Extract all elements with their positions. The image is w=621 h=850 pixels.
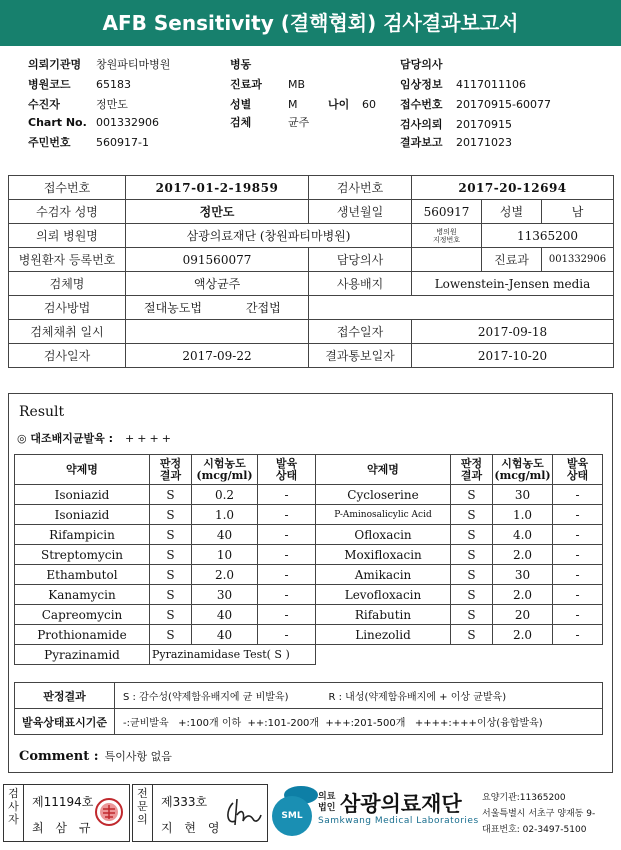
specialist-label (133, 785, 153, 841)
received-label: 접수일자 (309, 320, 412, 344)
result-left: S (150, 625, 192, 645)
birth-label: 생년월일 (309, 200, 412, 224)
drug-name-left: Rifampicin (15, 525, 150, 545)
table-row (15, 625, 603, 645)
growth-left: - (258, 565, 316, 585)
birth-value: 560917 (412, 200, 482, 224)
hospital-id-label (412, 224, 482, 248)
col-drug-left: 약제명 (15, 455, 150, 485)
judge-criteria-value (115, 683, 603, 709)
table-row (15, 605, 603, 625)
reviewer-seal-icon (94, 797, 124, 827)
concentration-left: 40 (192, 625, 258, 645)
doctor-value (412, 248, 482, 272)
drug-name-left: Capreomycin (15, 605, 150, 625)
result-left: S (150, 585, 192, 605)
concentration-left: 2.0 (192, 565, 258, 585)
growth-right: - (553, 565, 603, 585)
growth-left: - (258, 585, 316, 605)
col-judge-1: 판정 (159, 456, 182, 470)
specialist-license-no: 제333호 (161, 795, 208, 809)
test-no-value: 2017-20-12694 (412, 176, 614, 200)
result-right: S (451, 485, 493, 505)
result-left: S (150, 545, 192, 565)
col-judge-1: 판정 (460, 456, 483, 470)
collect-value (126, 320, 309, 344)
table-row (9, 320, 614, 344)
col-growth-2: 상태 (275, 468, 298, 482)
method-1: 절대농도법 (144, 301, 202, 315)
drug-name-left: Ethambutol (15, 565, 150, 585)
reviewer-label-text: 검사자 (8, 787, 19, 826)
concentration-right: 2.0 (493, 625, 553, 645)
drug-name-right: Levofloxacin (316, 585, 451, 605)
reviewer-name: 최 삼 규 (32, 821, 95, 835)
table-row (15, 709, 603, 735)
drug-name-right: Rifabutin (316, 605, 451, 625)
method-2: 간접법 (245, 301, 281, 315)
table-row (15, 545, 603, 565)
concentration-left: 40 (192, 605, 258, 625)
concentration-left: 30 (192, 585, 258, 605)
drug-name-left: Isoniazid (15, 485, 150, 505)
growth-criteria-label: 발육상태표시기준 (15, 709, 115, 735)
pyrazinamid-label: Pyrazinamid (15, 645, 150, 665)
growth-left: - (258, 605, 316, 625)
col-growth-1: 발육 (566, 456, 589, 470)
drug-name-left: Streptomycin (15, 545, 150, 565)
drug-name-left: Kanamycin (15, 585, 150, 605)
concentration-right: 30 (493, 485, 553, 505)
col-growth-right (553, 455, 603, 485)
growth-left: - (258, 485, 316, 505)
report-date-value: 2017-10-20 (412, 344, 614, 368)
concentration-right: 1.0 (493, 505, 553, 525)
header-department: 진료과 MB (230, 78, 306, 91)
col-growth-1: 발육 (275, 456, 298, 470)
hospital-id-value: 11365200 (482, 224, 614, 248)
reviewer-signature (3, 784, 130, 842)
table-row (9, 200, 614, 224)
growth-right: - (553, 605, 603, 625)
col-growth-left (258, 455, 316, 485)
table-row (9, 344, 614, 368)
doctor-label: 담당의사 (309, 248, 412, 272)
drug-name-right: Cycloserine (316, 485, 451, 505)
table-row (9, 296, 614, 320)
growth-left: - (258, 545, 316, 565)
growth-criteria-value: -:균비발육 +:100개 이하 ++:101-200개 +++:201-500개 ++++:+++이상(융합발육) (115, 709, 603, 735)
header-specimen: 검체 균주 (230, 116, 310, 129)
growth-left: - (258, 505, 316, 525)
reviewer-label (4, 785, 24, 841)
concentration-right: 2.0 (493, 585, 553, 605)
received-value: 2017-09-18 (412, 320, 614, 344)
result-left: S (150, 525, 192, 545)
judge-s: S : 감수성(약제함유배지에 균 비발육) (123, 692, 289, 703)
growth-left: - (258, 525, 316, 545)
medium-value: Lowenstein-Jensen media (412, 272, 614, 296)
control-culture-value: ++++ (125, 432, 174, 445)
receipt-no-value: 2017-01-2-19859 (126, 176, 309, 200)
test-no-label: 검사번호 (309, 176, 412, 200)
header-sex: 성별 M 나이 60 (230, 98, 376, 111)
result-left: S (150, 485, 192, 505)
result-right: S (451, 565, 493, 585)
header-chart-no: Chart No. 001332906 (28, 116, 159, 129)
result-right: S (451, 585, 493, 605)
sex-label: 성별 (482, 200, 542, 224)
method-empty (309, 296, 614, 320)
concentration-left: 0.2 (192, 485, 258, 505)
specialist-label-text: 전문의 (137, 787, 148, 826)
brand-address: 서울특별시 서초구 양재동 9- (482, 809, 596, 819)
sml-logo-icon: SML (272, 796, 312, 836)
report-date-label: 결과통보일자 (309, 344, 412, 368)
drug-name-right: Moxifloxacin (316, 545, 451, 565)
drug-sensitivity-table (14, 454, 603, 665)
result-left: S (150, 505, 192, 525)
col-drug-right: 약제명 (316, 455, 451, 485)
col-conc-left (192, 455, 258, 485)
name-value: 정만도 (126, 200, 309, 224)
receipt-no-label: 접수번호 (9, 176, 126, 200)
dept-label: 진료과 (482, 248, 542, 272)
reg-no-label: 병원환자 등록번호 (9, 248, 126, 272)
report-title: AFB Sensitivity (결핵협회) 검사결과보고서 (0, 0, 621, 46)
header-patient: 수진자 정만도 (28, 98, 128, 111)
col-conc-1: 시험농도 (501, 456, 544, 470)
interpretation-table (14, 682, 603, 735)
control-culture (17, 430, 174, 446)
judge-r: R : 내성(약제함유배지에 + 이상 균발육) (328, 692, 507, 703)
specialist-name: 지 현 영 (161, 821, 224, 835)
header-hospital-code: 병원코드 65183 (28, 78, 131, 91)
table-header-row (15, 455, 603, 485)
drug-name-left: Prothionamide (15, 625, 150, 645)
specimen-value: 액상균주 (126, 272, 309, 296)
growth-right: - (553, 485, 603, 505)
comment-text: 특이사항 없음 (104, 750, 172, 763)
brand-logo (270, 784, 621, 842)
judge-criteria-label: 판정결과 (15, 683, 115, 709)
reviewer-license-no: 제11194호 (32, 795, 94, 809)
result-section (8, 393, 613, 773)
table-row (15, 525, 603, 545)
brand-corp-label (318, 792, 335, 814)
header-clinical-info: 임상정보 4117011106 (400, 78, 526, 91)
table-row (15, 505, 603, 525)
growth-right: - (553, 505, 603, 525)
specimen-label: 검체명 (9, 272, 126, 296)
report-footer (0, 784, 621, 846)
pyrazinamid-value: Pyrazinamidase Test( S ) (150, 645, 316, 665)
table-row (15, 683, 603, 709)
table-row (15, 485, 603, 505)
drug-name-right: Amikacin (316, 565, 451, 585)
header-resident-no: 주민번호 560917-1 (28, 136, 149, 149)
growth-right: - (553, 525, 603, 545)
method-label: 검사방법 (9, 296, 126, 320)
drug-name-right: P-Aminosalicylic Acid (316, 505, 451, 525)
concentration-right: 2.0 (493, 545, 553, 565)
result-right: S (451, 545, 493, 565)
hospital-label: 의뢰 병원명 (9, 224, 126, 248)
brand-corp-text: 의료 법인 (318, 792, 336, 813)
sex-value: 남 (542, 200, 614, 224)
hospital-value: 삼광의료재단 (창원파티마병원) (126, 224, 412, 248)
drug-name-right: Linezolid (316, 625, 451, 645)
dept-value: 001332906 (542, 248, 614, 272)
result-left: S (150, 605, 192, 625)
table-row (15, 565, 603, 585)
result-right: S (451, 625, 493, 645)
pyrazinamid-row (15, 645, 603, 665)
patient-info-table (8, 175, 614, 368)
control-culture-label: ◎ 대조배지균발육 : (17, 432, 114, 445)
growth-right: - (553, 585, 603, 605)
brand-phone: 대표번호: 02-3497-5100 (482, 825, 587, 835)
specialist-signature (132, 784, 268, 842)
header-report-date: 결과보고 20171023 (400, 136, 512, 149)
col-conc-2: (mcg/ml) (196, 468, 253, 482)
brand-contact (482, 790, 595, 838)
result-title: Result (19, 404, 65, 420)
concentration-right: 4.0 (493, 525, 553, 545)
table-row (9, 176, 614, 200)
header-ward: 병동 (230, 58, 252, 71)
header-receipt-no: 접수번호 20170915-60077 (400, 98, 551, 111)
test-date-value: 2017-09-22 (126, 344, 309, 368)
header-request-date: 검사의뢰 20170915 (400, 118, 512, 131)
col-conc-1: 시험농도 (203, 456, 246, 470)
header-hospital-name: 의뢰기관명 창원파티마병원 (28, 58, 171, 71)
col-judge-2: 결과 (460, 468, 483, 482)
col-judge-2: 결과 (159, 468, 182, 482)
col-conc-right (493, 455, 553, 485)
reg-no-value: 091560077 (126, 248, 309, 272)
brand-name: 삼광의료재단 (340, 792, 462, 816)
result-right: S (451, 525, 493, 545)
hospital-id-label-text: 병의원 지정번호 (432, 227, 461, 244)
collect-label: 검체채취 일시 (9, 320, 126, 344)
concentration-right: 20 (493, 605, 553, 625)
growth-right: - (553, 545, 603, 565)
col-judge-right (451, 455, 493, 485)
brand-english-name: Samkwang Medical Laboratories (318, 816, 479, 826)
result-left: S (150, 565, 192, 585)
col-judge-left (150, 455, 192, 485)
col-conc-2: (mcg/ml) (494, 468, 551, 482)
concentration-left: 40 (192, 525, 258, 545)
concentration-right: 30 (493, 565, 553, 585)
table-row (9, 248, 614, 272)
table-row (15, 585, 603, 605)
col-growth-2: 상태 (566, 468, 589, 482)
concentration-left: 1.0 (192, 505, 258, 525)
drug-name-right: Ofloxacin (316, 525, 451, 545)
comment-label: Comment : (19, 749, 99, 764)
pyrazinamid-empty (316, 645, 603, 665)
result-right: S (451, 605, 493, 625)
drug-name-left: Isoniazid (15, 505, 150, 525)
test-date-label: 검사일자 (9, 344, 126, 368)
result-right: S (451, 505, 493, 525)
table-row (9, 272, 614, 296)
method-value (126, 296, 309, 320)
growth-left: - (258, 625, 316, 645)
name-label: 수검자 성명 (9, 200, 126, 224)
concentration-left: 10 (192, 545, 258, 565)
growth-right: - (553, 625, 603, 645)
comment (19, 748, 172, 764)
brand-code: 요양기관:11365200 (482, 793, 566, 803)
medium-label: 사용배지 (309, 272, 412, 296)
table-row (9, 224, 614, 248)
header-doctor: 담당의사 (400, 58, 443, 71)
signature-scribble-icon (223, 795, 263, 834)
